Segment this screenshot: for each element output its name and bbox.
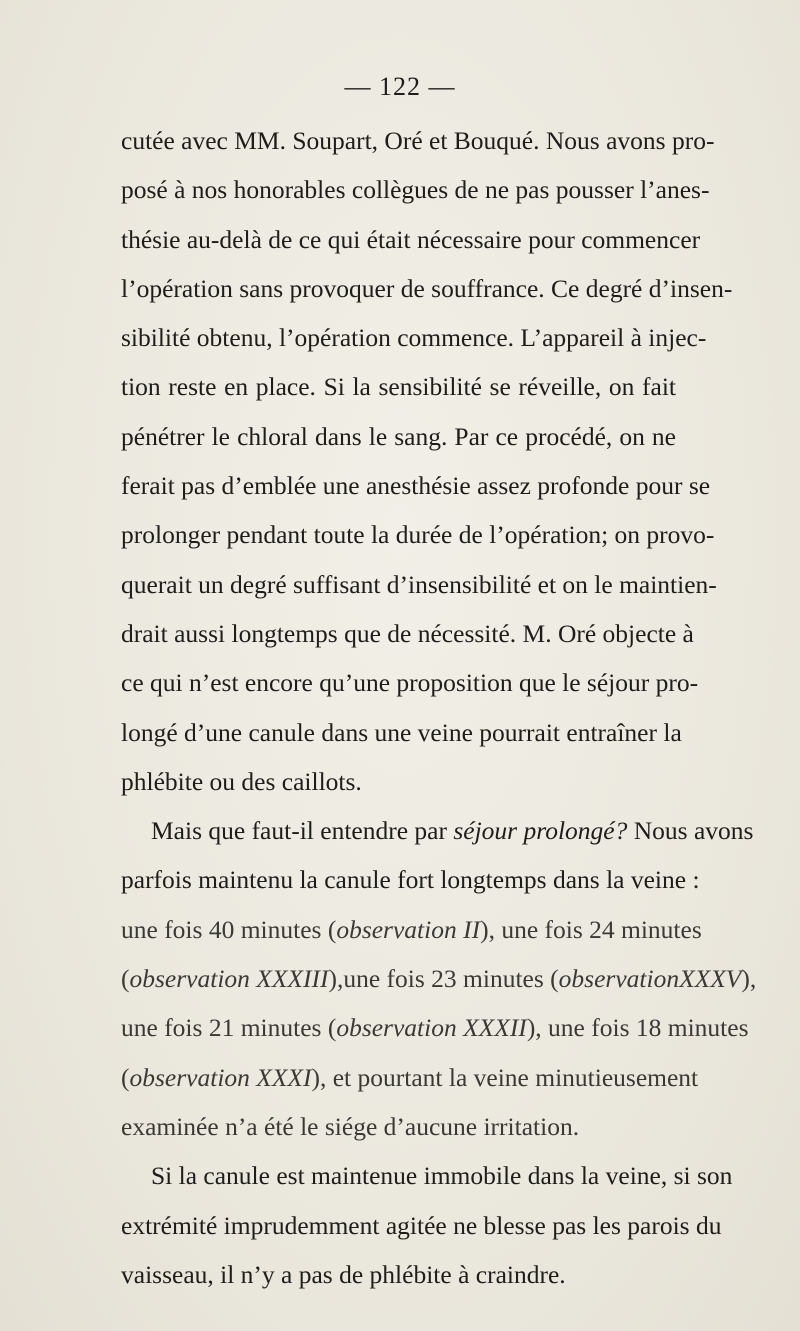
text-run: ), une fois 18 minutes <box>526 1013 749 1043</box>
paragraph-2-line-2 <box>121 855 700 904</box>
paragraph-2-line-5 <box>121 1003 749 1052</box>
paragraph-2-line-3 <box>121 905 702 954</box>
text-run: ), et pourtant la veine minutieusement <box>311 1062 699 1092</box>
paragraph-2-line-4 <box>121 954 757 1003</box>
paragraph-1-line-3 <box>121 215 701 264</box>
italic-text: séjour prolongé? <box>453 816 628 846</box>
paragraph-1-line-5 <box>121 313 707 362</box>
text-run: sibilité obtenu, l’opération commence. L’appareil à injec- <box>121 323 707 353</box>
text-run: ( <box>121 964 130 994</box>
text-run: cutée avec MM. Soupart, Oré et Bouqué. Nous avons pro- <box>121 126 715 155</box>
italic-text: observation II <box>336 914 481 944</box>
body-text <box>121 116 757 1299</box>
paragraph-1-line-7 <box>121 412 676 461</box>
paragraph-1-line-4 <box>121 264 733 313</box>
paragraph-3-line-3 <box>121 1250 676 1299</box>
text-run: Nous avons <box>627 816 754 846</box>
text-run: une fois 21 minutes ( <box>121 1013 337 1043</box>
text-run: l’opération sans provoquer de souffrance. Ce degré d’insen- <box>121 273 733 303</box>
text-run: tion reste en place. Si la sensibilité se réveille, on fait <box>121 372 676 402</box>
text-run: une fois 40 minutes ( <box>121 914 337 944</box>
text-run: ), <box>741 964 757 994</box>
italic-text: observationXXXV <box>558 964 742 994</box>
text-run: extrémité imprudemment agitée ne blesse pas les parois du <box>121 1210 722 1240</box>
paragraph-3-line-2 <box>121 1201 722 1250</box>
text-run: vaisseau, il n’y a pas de phlébite à craindre. <box>121 1259 566 1289</box>
paragraph-3-line-1 <box>121 1151 733 1200</box>
paragraph-1-line-11 <box>121 609 694 658</box>
text-run: phlébite ou des caillots. <box>121 766 362 796</box>
text-run: querait un degré suffisant d’insensibilité et on le maintien- <box>121 569 717 599</box>
text-run: drait aussi longtemps que de nécessité. M. Oré objecte à <box>121 618 694 648</box>
italic-text: observation XXXI <box>129 1062 312 1092</box>
paragraph-2-line-1 <box>121 806 754 855</box>
paragraph-1-line-8 <box>121 461 711 510</box>
text-run: Mais que faut-il entendre par <box>151 816 454 846</box>
paragraph-1-line-6 <box>121 362 676 411</box>
paragraph-1-line-14 <box>121 757 676 806</box>
text-run: thésie au-delà de ce qui était nécessaire pour commencer <box>121 224 701 254</box>
text-run: pénétrer le chloral dans le sang. Par ce procédé, on ne <box>121 421 676 451</box>
paragraph-1-line-9 <box>121 510 715 559</box>
paragraph-1-line-1 <box>121 116 715 165</box>
paragraph-1-line-12 <box>121 658 699 707</box>
page-number: — 122 — <box>344 72 456 101</box>
paragraph-1-line-2 <box>121 165 710 214</box>
text-run: prolonger pendant toute la durée de l’opération; on provo- <box>121 520 715 550</box>
text-run: posé à nos honorables collègues de ne pas pousser l’anes- <box>121 175 710 205</box>
text-run: parfois maintenu la canule fort longtemps dans la veine : <box>121 865 700 895</box>
paragraph-2-line-6 <box>121 1053 699 1102</box>
text-run: Si la canule est maintenue immobile dans la veine, si son <box>151 1161 733 1191</box>
paragraph-1-line-13 <box>121 708 682 757</box>
text-run: ),une fois 23 minutes ( <box>328 964 559 994</box>
text-run: ), une fois 24 minutes <box>480 914 702 944</box>
italic-text: observation XXXIII <box>129 964 329 994</box>
text-run: ferait pas d’emblée une anesthésie assez profonde pour se <box>121 471 711 501</box>
text-run: longé d’une canule dans une veine pourrait entraîner la <box>121 717 682 747</box>
text-run: ce qui n’est encore qu’une proposition que le séjour pro- <box>121 668 699 698</box>
text-run: ( <box>121 1062 130 1092</box>
paragraph-2-line-7 <box>121 1102 676 1151</box>
paragraph-1-line-10 <box>121 560 717 609</box>
italic-text: observation XXXII <box>336 1013 527 1043</box>
text-run: examinée n’a été le siége d’aucune irritation. <box>121 1111 580 1141</box>
